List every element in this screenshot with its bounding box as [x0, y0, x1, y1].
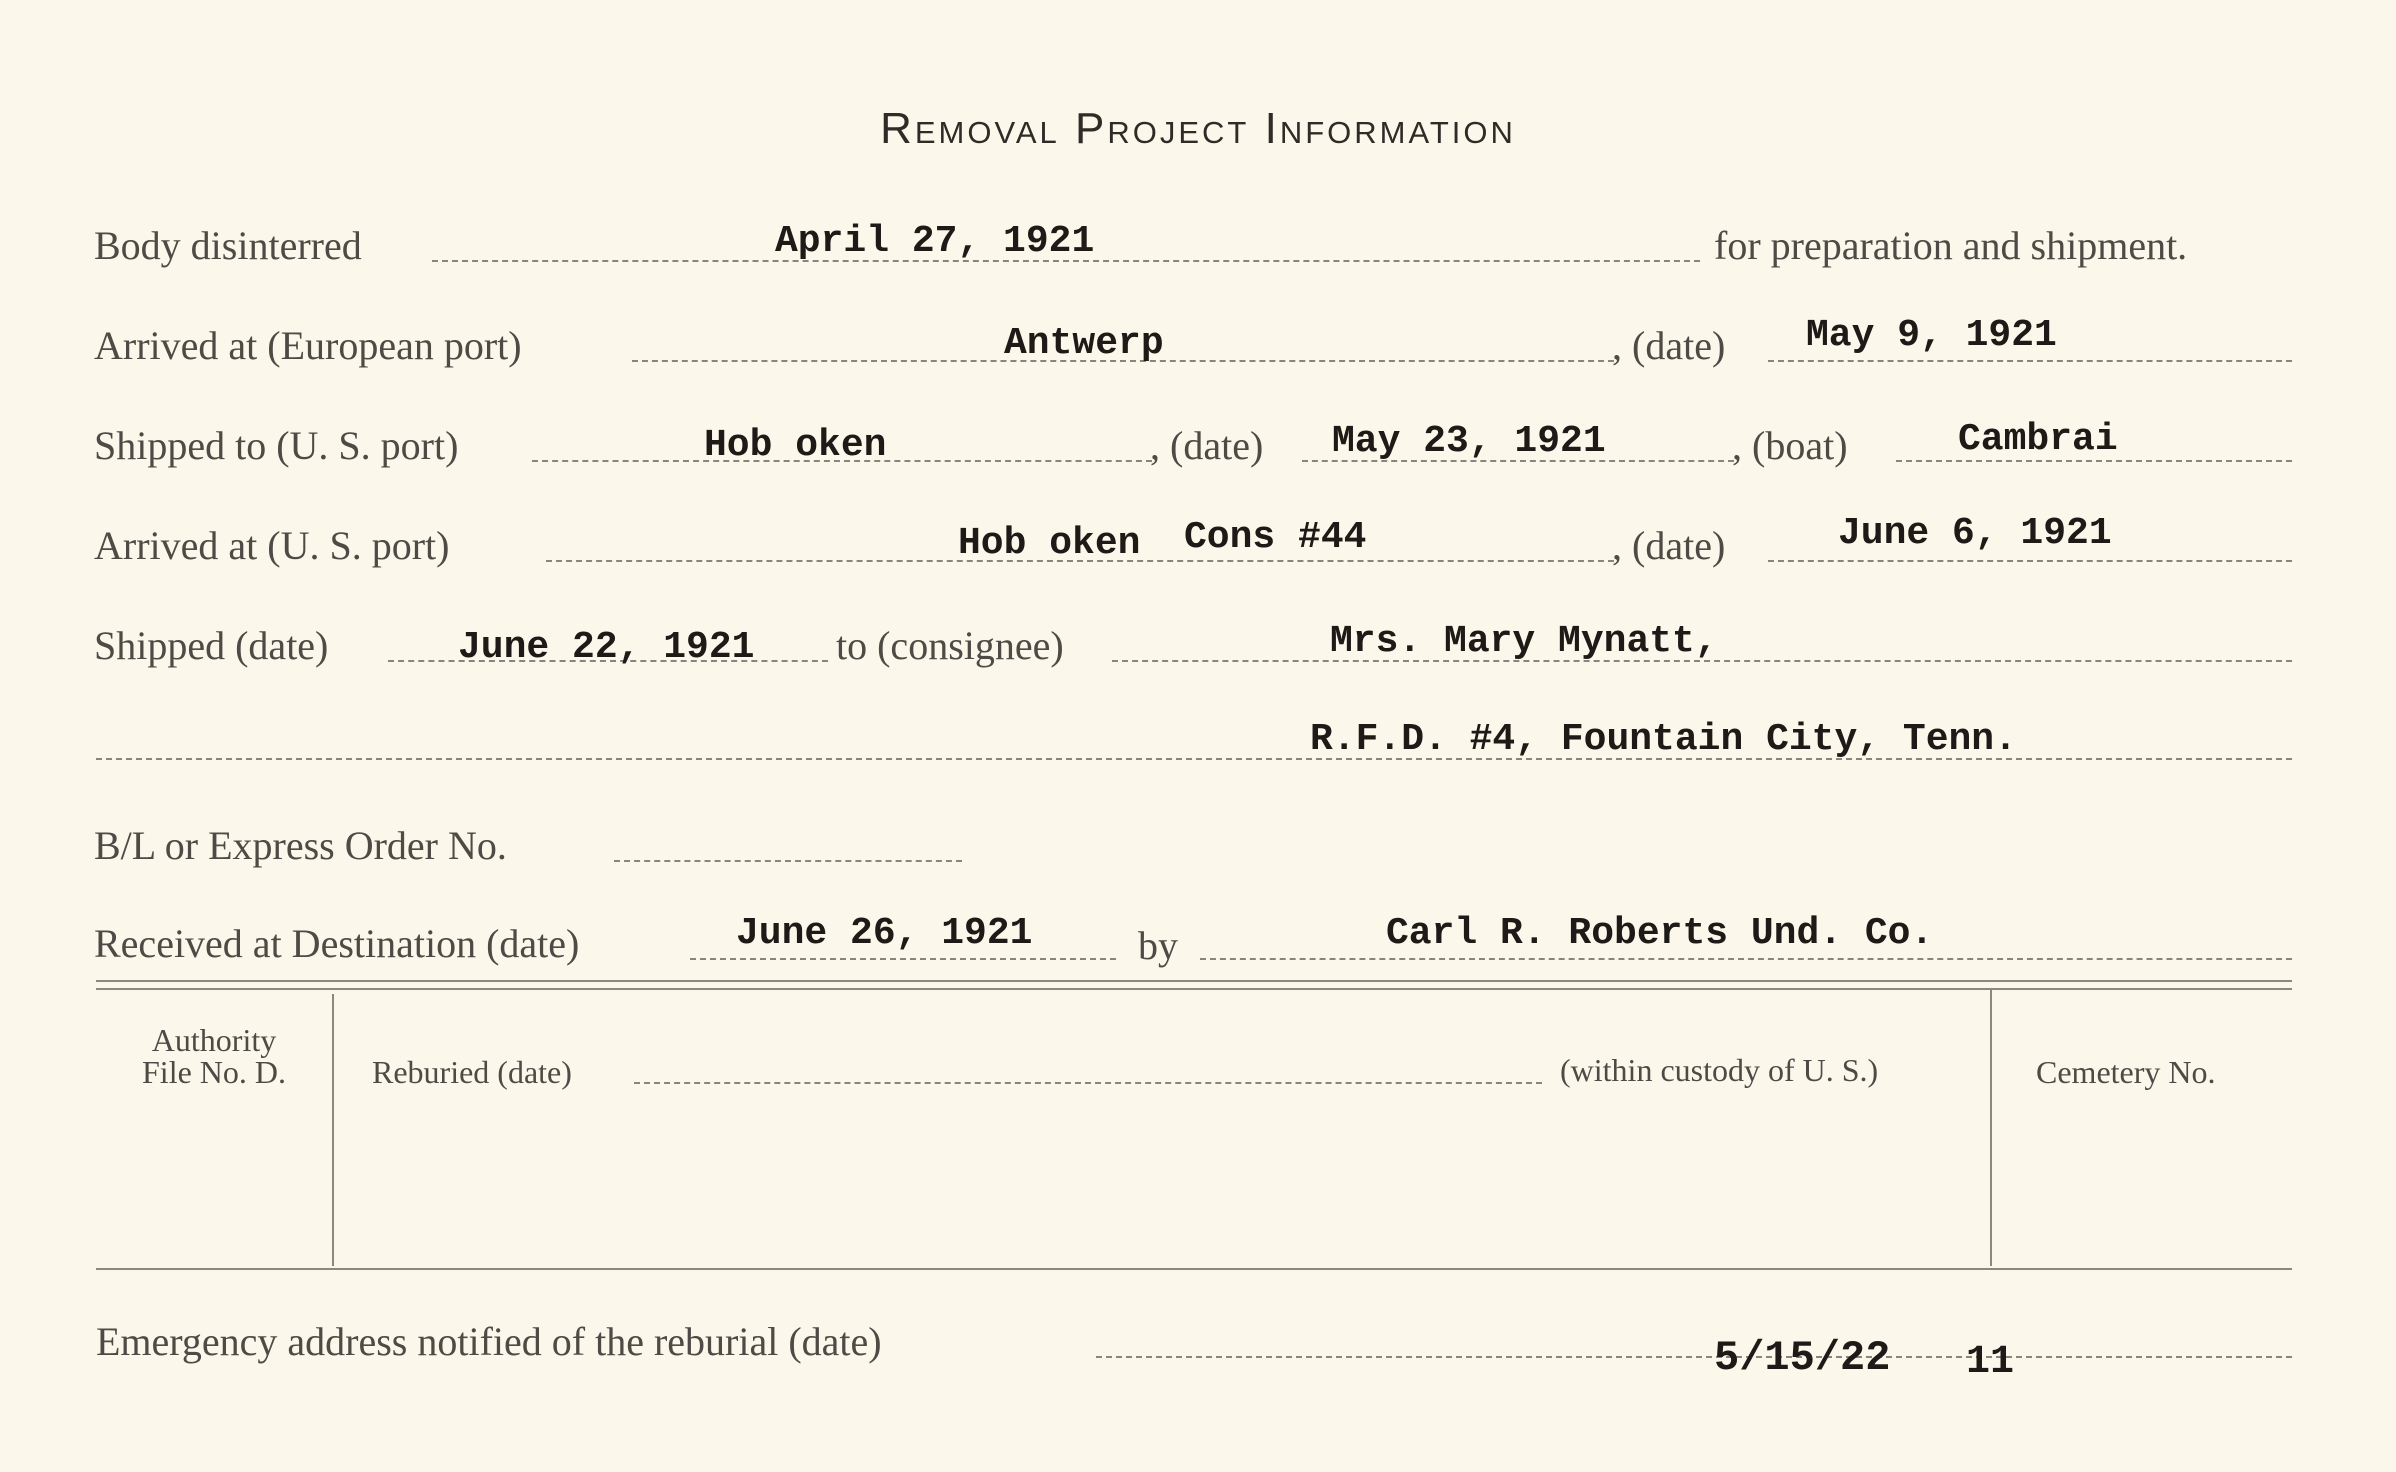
received-by-line [1200, 958, 2292, 960]
shipped-us-label: Shipped to (U. S. port) [94, 423, 459, 468]
arrived-us-label: Arrived at (U. S. port) [94, 523, 450, 568]
received-date-line [690, 958, 1116, 960]
shipped-date-label: Shipped (date) [94, 623, 329, 668]
reburied-line [634, 1082, 1542, 1084]
emergency-note: 11 [1966, 1340, 2015, 1385]
arrived-european-date-line [1768, 360, 2292, 362]
arrived-us-port: Hob oken [958, 522, 1141, 565]
shipped-date: June 22, 1921 [458, 626, 755, 669]
emergency-label: Emergency address notified of the reburial (date) [96, 1319, 882, 1364]
consignee-label: to (consignee) [836, 623, 1064, 668]
bl-order-line [614, 860, 962, 862]
received-by: Carl R. Roberts Und. Co. [1386, 912, 1934, 955]
body-disinterred-value: April 27, 1921 [775, 220, 1095, 263]
received-label: Received at Destination (date) [94, 921, 580, 966]
arrived-european-date-label: , (date) [1612, 323, 1726, 368]
shipped-us-date: May 23, 1921 [1332, 420, 1606, 463]
consignee-name: Mrs. Mary Mynatt, [1330, 620, 1718, 663]
card-title: Removal Project Information [880, 104, 1516, 153]
received-date: June 26, 1921 [736, 912, 1033, 955]
body-disinterred-suffix: for preparation and shipment. [1714, 223, 2188, 268]
shipped-us-boat-label: , (boat) [1732, 423, 1848, 468]
authority-label-1: Authority [151, 1022, 277, 1058]
box-top-rule-2 [96, 988, 2292, 990]
custody-label: (within custody of U. S.) [1560, 1052, 1879, 1088]
shipped-us-port: Hob oken [704, 424, 887, 467]
reburied-label: Reburied (date) [372, 1054, 572, 1090]
consignee-address: R.F.D. #4, Fountain City, Tenn. [1310, 718, 2017, 761]
box-divider-right [1990, 990, 1992, 1266]
shipped-us-date-label: , (date) [1150, 423, 1264, 468]
arrived-european-port: Antwerp [1004, 322, 1164, 365]
arrived-european-label: Arrived at (European port) [94, 323, 522, 368]
bl-order-label: B/L or Express Order No. [94, 823, 507, 868]
authority-label-2: File No. D. [142, 1054, 286, 1090]
arrived-european-date: May 9, 1921 [1806, 314, 2057, 357]
arrived-us-date-line [1768, 560, 2292, 562]
shipped-us-boat: Cambrai [1958, 418, 2118, 461]
box-bottom-rule [96, 1268, 2292, 1270]
arrived-us-date-label: , (date) [1612, 523, 1726, 568]
received-by-label: by [1138, 923, 1178, 968]
arrived-us-date: June 6, 1921 [1838, 512, 2112, 555]
box-top-rule-1 [96, 980, 2292, 982]
arrived-us-cons: Cons #44 [1184, 516, 1367, 559]
box-divider-left [332, 994, 334, 1266]
cemetery-label: Cemetery No. [2036, 1054, 2216, 1090]
emergency-date: 5/15/22 [1714, 1334, 1891, 1382]
body-disinterred-label: Body disinterred [94, 223, 362, 268]
emergency-line [1096, 1356, 2292, 1358]
